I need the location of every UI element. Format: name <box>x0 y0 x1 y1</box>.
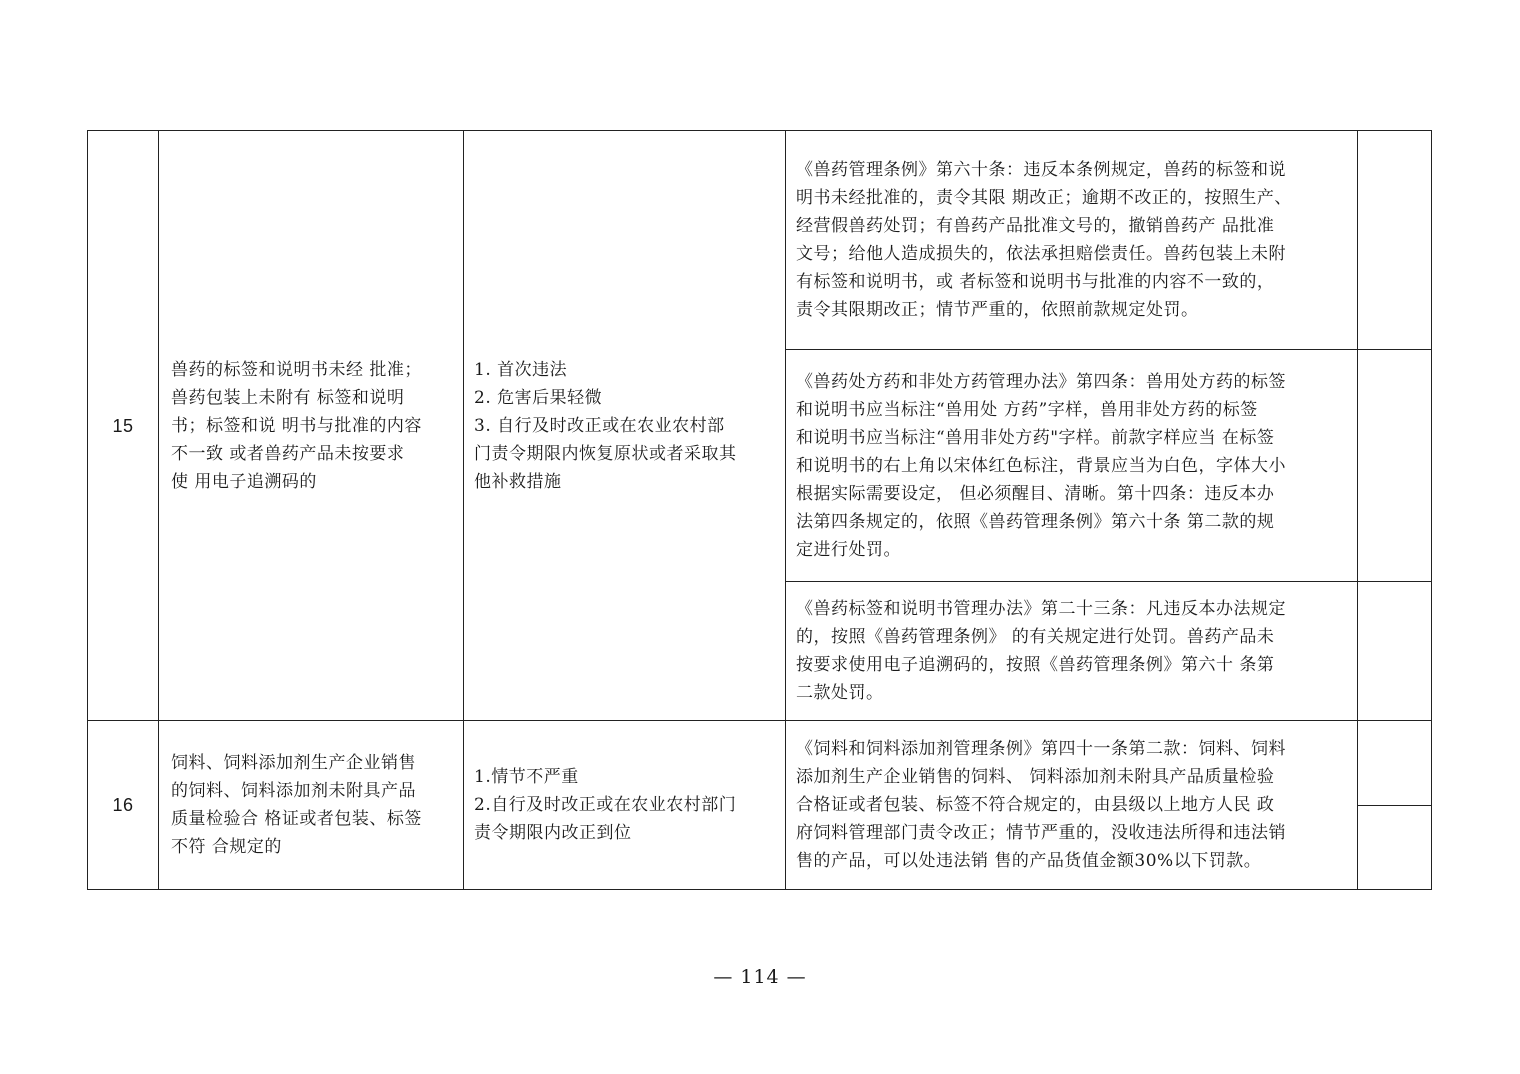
text-line: 文号；给他人造成损失的，依法承担赔偿责任。兽药包装上未附 <box>796 244 1286 264</box>
text-line: 售的产品，可以处违法销 售的产品货值金额30%以下罚款。 <box>796 851 1262 871</box>
note-cell <box>1358 131 1432 350</box>
text-line: 明书未经批准的，责令其限 期改正；逾期不改正的，按照生产、 <box>796 188 1292 208</box>
note-cell <box>1358 350 1432 582</box>
text-line: 按要求使用电子追溯码的，按照《兽药管理条例》第六十 条第 <box>796 655 1275 675</box>
exemption-conditions <box>464 131 786 721</box>
text-line: 不一致 或者兽药产品未按要求 <box>171 443 405 464</box>
text-line: 和说明书应当标注“兽用处 方药”字样，兽用非处方药的标签 <box>796 399 1258 420</box>
text-line: 门责令期限内恢复原状或者采取其 <box>474 443 737 464</box>
text-line: 《兽药管理条例》第六十条：违反本条例规定，兽药的标签和说 <box>796 160 1286 180</box>
text-line: 根据实际需要设定， 但必须醒目、清晰。第十四条：违反本办 <box>796 483 1275 504</box>
text-line: 法第四条规定的，依照《兽药管理条例》第六十条 第二款的规 <box>796 511 1275 532</box>
text-line: 有标签和说明书，或 者标签和说明书与批准的内容不一致的， <box>796 272 1275 292</box>
text-line: 二款处罚。 <box>796 683 884 703</box>
row-number: 15 <box>88 131 159 721</box>
note-split <box>1358 721 1431 889</box>
text-line: 2. 危害后果轻微 <box>474 387 603 408</box>
table-row <box>88 721 1432 890</box>
text-line: 3. 自行及时改正或在农业农村部 <box>474 415 725 436</box>
text-line: 1. 首次违法 <box>474 359 568 380</box>
legal-basis <box>786 721 1358 890</box>
legal-basis <box>786 582 1358 721</box>
text-line: 质量检验合 格证或者包装、标签 <box>171 809 422 829</box>
text-line: 的饲料、饲料添加剂未附具产品 <box>171 781 416 801</box>
note-top <box>1358 721 1431 806</box>
legal-basis <box>786 131 1358 350</box>
penalty-table <box>87 130 1432 890</box>
text-line: 添加剂生产企业销售的饲料、 饲料添加剂未附具产品质量检验 <box>796 767 1275 787</box>
note-cell <box>1358 721 1432 890</box>
text-line: 2.自行及时改正或在农业农村部门 <box>474 795 737 815</box>
violation-description <box>159 131 464 721</box>
text-line: 书；标签和说 明书与批准的内容 <box>171 415 422 436</box>
text-line: 兽药的标签和说明书未经 批准； <box>171 359 422 380</box>
text-line: 《兽药标签和说明书管理办法》第二十三条：凡违反本办法规定 <box>796 599 1286 619</box>
text-line: 他补救措施 <box>474 471 562 492</box>
text-line: 饲料、饲料添加剂生产企业销售 <box>171 753 416 773</box>
text-line: 的，按照《兽药管理条例》 的有关规定进行处罚。兽药产品未 <box>796 627 1275 647</box>
text-line: 责令期限内改正到位 <box>474 823 632 843</box>
text-line: 责令其限期改正；情节严重的，依照前款规定处罚。 <box>796 300 1199 320</box>
page-number: — 114 — <box>713 966 807 988</box>
text-line: 定进行处罚。 <box>796 539 901 560</box>
exemption-conditions <box>464 721 786 890</box>
row-number: 16 <box>88 721 159 890</box>
text-line: 府饲料管理部门责令改正；情节严重的，没收违法所得和违法销 <box>796 823 1286 843</box>
text-line: 合格证或者包装、标签不符合规定的，由县级以上地方人民 政 <box>796 795 1275 815</box>
table-row <box>88 131 1432 350</box>
text-line: 经营假兽药处罚；有兽药产品批准文号的，撤销兽药产 品批准 <box>796 216 1275 236</box>
note-bottom <box>1358 806 1431 889</box>
legal-basis <box>786 350 1358 582</box>
text-line: 使 用电子追溯码的 <box>171 471 317 492</box>
text-line: 不符 合规定的 <box>171 837 282 857</box>
note-cell <box>1358 582 1432 721</box>
text-line: 和说明书应当标注“兽用非处方药"字样。前款字样应当 在标签 <box>796 427 1275 448</box>
text-line: 兽药包装上未附有 标签和说明 <box>171 387 405 408</box>
text-line: 《饲料和饲料添加剂管理条例》第四十一条第二款：饲料、饲料 <box>796 739 1286 759</box>
violation-description <box>159 721 464 890</box>
text-line: 1.情节不严重 <box>474 767 579 787</box>
text-line: 《兽药处方药和非处方药管理办法》第四条：兽用处方药的标签 <box>796 371 1286 392</box>
text-line: 和说明书的右上角以宋体红色标注，背景应当为白色，字体大小 <box>796 455 1286 476</box>
